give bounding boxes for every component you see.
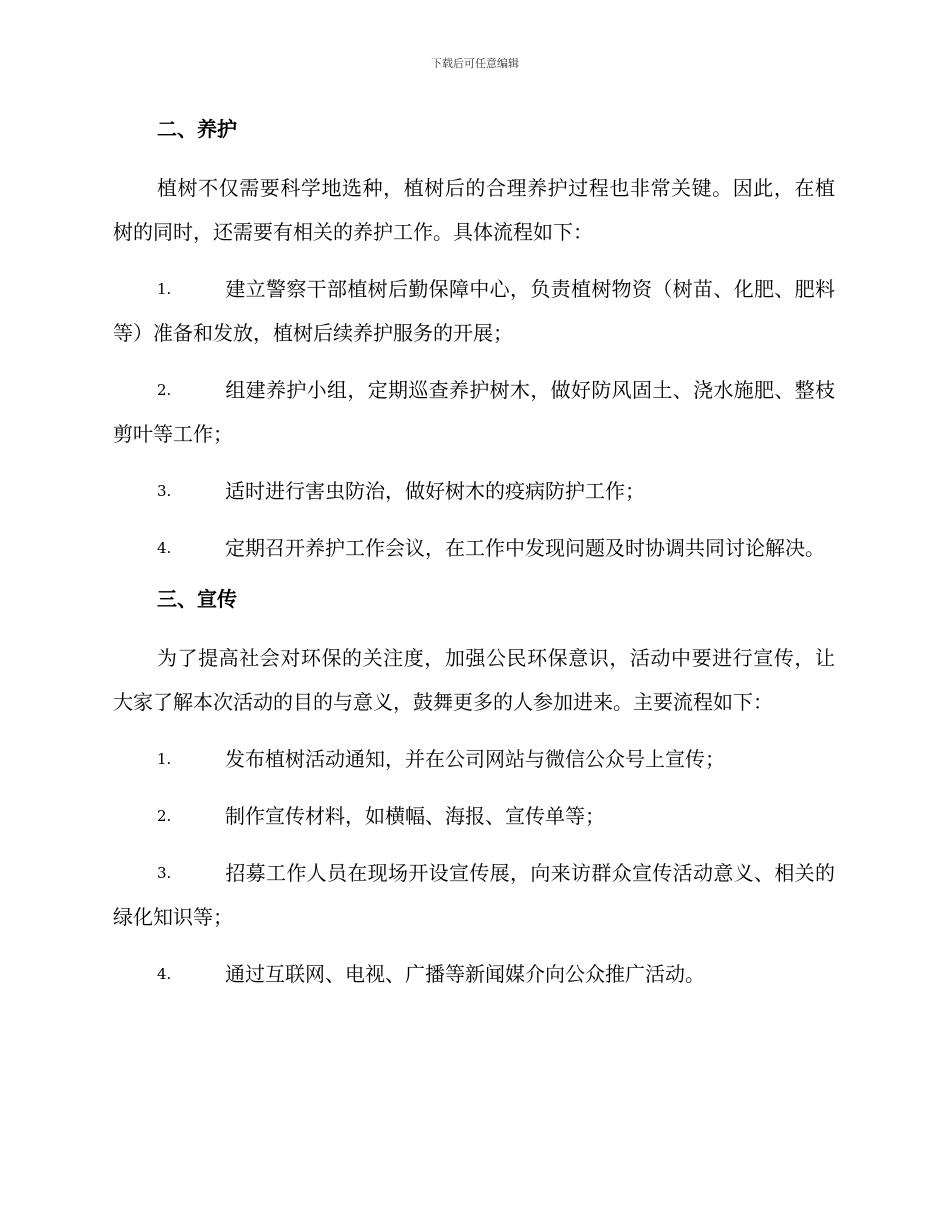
list-item — [113, 794, 835, 838]
list-item — [113, 267, 835, 355]
list-item-text: 建立警察干部植树后勤保障中心，负责植树物资（树苗、化肥、肥料等）准备和发放，植树后续养护服务的开展； — [113, 277, 835, 345]
list-item-text: 组建养护小组，定期巡查养护树木，做好防风固土、浇水施肥、整枝剪叶等工作； — [113, 378, 835, 446]
list-item — [113, 851, 835, 939]
list-item-number: 1. — [157, 750, 172, 768]
list-item-text: 发布植树活动通知，并在公司网站与微信公众号上宣传； — [225, 747, 725, 771]
list-item — [113, 737, 835, 781]
list-item — [113, 952, 835, 996]
list-item-number: 3. — [157, 482, 172, 500]
section-intro-publicity: 为了提高社会对环保的关注度，加强公民环保意识，活动中要进行宣传，让大家了解本次活动的目的与意义，鼓舞更多的人参加进来。主要流程如下： — [113, 646, 835, 714]
list-item — [113, 469, 835, 513]
list-item-text: 制作宣传材料，如横幅、海报、宣传单等； — [225, 804, 605, 828]
section-intro-maintenance: 植树不仅需要科学地选种，植树后的合理养护过程也非常关键。因此，在植树的同时，还需要有相关的养护工作。具体流程如下： — [113, 176, 835, 244]
list-item-text: 适时进行害虫防治，做好树木的疫病防护工作； — [225, 479, 645, 503]
list-item — [113, 368, 835, 456]
list-item-number: 3. — [157, 864, 172, 882]
list-item-number: 2. — [157, 381, 172, 399]
document-body — [113, 113, 835, 1009]
list-item-number: 1. — [157, 280, 172, 298]
section-heading-publicity: 三、宣传 — [157, 587, 237, 611]
header-note: 下载后可任意编辑 — [431, 57, 519, 70]
list-item-text: 定期召开养护工作会议，在工作中发现问题及时协调共同讨论解决。 — [225, 536, 825, 560]
list-item-number: 4. — [157, 539, 172, 557]
list-item — [113, 526, 835, 570]
section-heading-maintenance: 二、养护 — [157, 117, 237, 141]
list-item-text: 招募工作人员在现场开设宣传展，向来访群众宣传活动意义、相关的绿化知识等； — [113, 861, 835, 929]
list-item-text: 通过互联网、电视、广播等新闻媒介向公众推广活动。 — [225, 962, 705, 986]
list-item-number: 2. — [157, 807, 172, 825]
list-item-number: 4. — [157, 965, 172, 983]
